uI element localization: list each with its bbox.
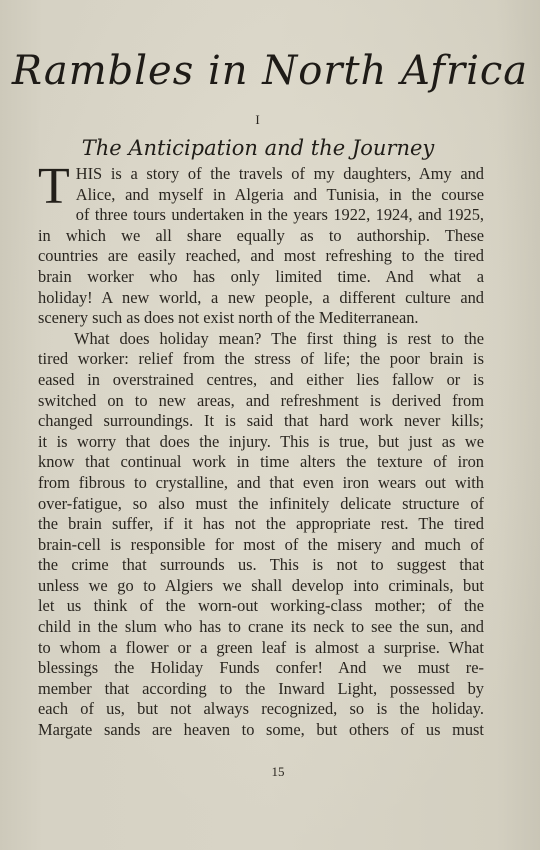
text-line: changed surroundings. It is said that hard work never kills; xyxy=(38,411,484,431)
text-line: it is worry that does the injury. This is true, but just as we xyxy=(38,431,484,451)
text-line: member that according to the Inward Light, possessed by xyxy=(38,678,484,698)
body-text xyxy=(38,158,484,741)
text-line: the crime that surrounds us. This is not to suggest that xyxy=(38,555,484,575)
text-line: switched on to new areas, and refreshment is derived from xyxy=(38,390,484,410)
text-line: Margate sands are heaven to some, but others of us must xyxy=(38,720,484,740)
text-line: child in the slum who has to crane its neck to see the sun, and xyxy=(38,617,484,637)
text-line: in which we all share equally as to authorship. These xyxy=(38,225,484,245)
text-line: unless we go to Algiers we shall develop into criminals, but xyxy=(38,575,484,595)
text-line: the brain suffer, if it has not the appropriate rest. The tired xyxy=(38,514,484,534)
text-line: from fibrous to crystalline, and that even iron wears out with xyxy=(38,472,484,492)
text-line: each of us, but not always recognized, so is the holiday. xyxy=(38,699,484,719)
text-line: tired worker: relief from the stress of life; the poor brain is xyxy=(38,349,484,369)
text-line: What does holiday mean? The first thing is rest to the xyxy=(74,328,484,348)
text-line: Alice, and myself in Algeria and Tunisia, in the course xyxy=(75,184,484,204)
paragraph-2 xyxy=(38,329,484,741)
text-line: blessings the Holiday Funds confer! And we must re- xyxy=(38,658,484,678)
page-number: 15 xyxy=(271,764,285,779)
text-line: to whom a flower or a green leaf is almost a surprise. What xyxy=(38,637,484,657)
text-line: holiday! A new world, a new people, a different culture and xyxy=(38,287,484,307)
text-line: scenery such as does not exist north of the Mediterranean. xyxy=(38,308,419,328)
text-line: let us think of the worn-out working-class mother; of the xyxy=(38,596,484,616)
chapter-title: The Anticipation and the Journey xyxy=(81,136,435,160)
text-line: brain-cell is responsible for most of the misery and much of xyxy=(38,534,484,554)
text-line: countries are easily reached, and most refreshing to the tired xyxy=(38,246,484,266)
book-title: Rambles in North Africa xyxy=(11,48,529,94)
text-line: know that continual work in time alters the texture of iron xyxy=(38,452,484,472)
text-line: HIS is a story of the travels of my daughters, Amy and xyxy=(75,164,484,183)
text-line: brain worker who has only limited time. And what a xyxy=(38,266,484,286)
chapter-number: I xyxy=(255,112,261,127)
text-line: over-fatigue, so also must the infinitely delicate structure of xyxy=(38,493,484,513)
paragraph-1 xyxy=(38,158,484,329)
text-line: of three tours undertaken in the years 1922, 1924, and 1925, xyxy=(75,205,484,225)
drop-cap: T xyxy=(38,158,70,215)
text-line: eased in overstrained centres, and either lies fallow or is xyxy=(38,369,484,389)
